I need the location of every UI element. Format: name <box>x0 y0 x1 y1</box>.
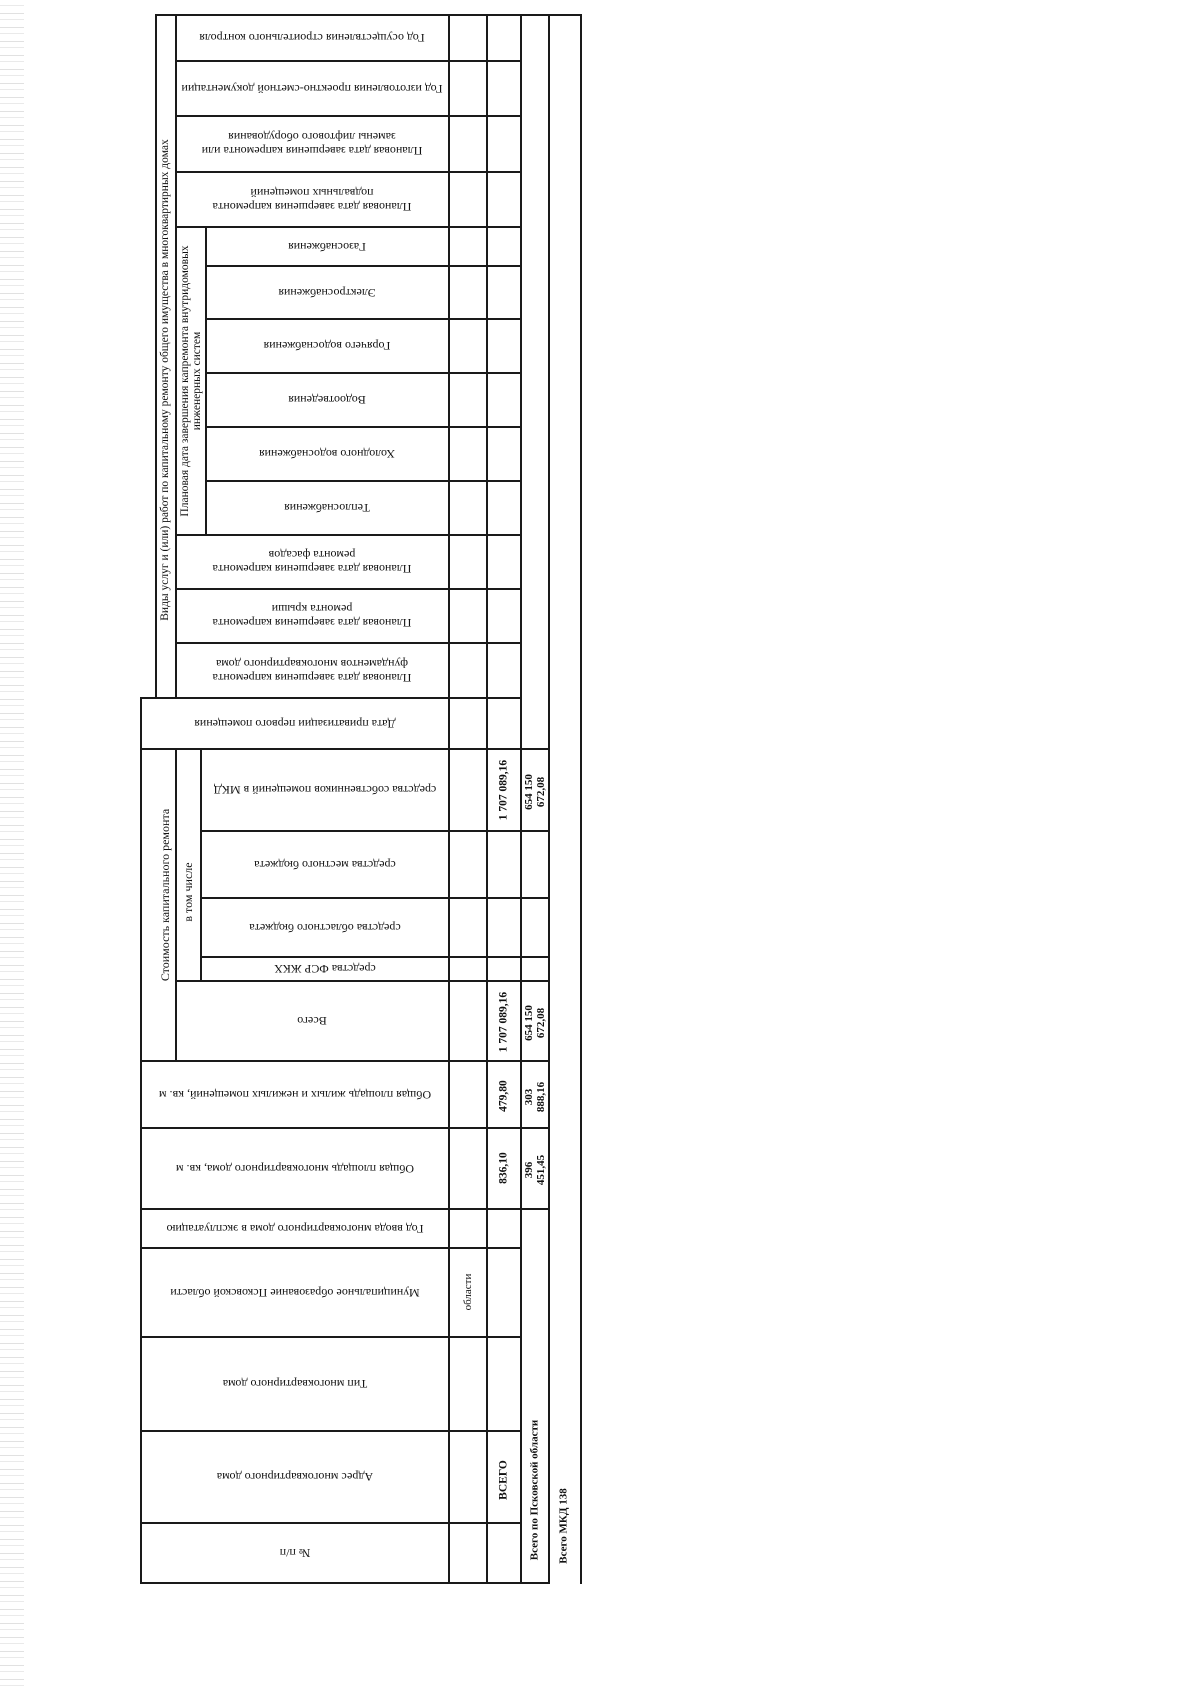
services-group-header <box>155 80 175 680</box>
col-label: Плановая дата завершения капремонта ремонта фасадов <box>212 548 412 576</box>
cell-value <box>523 1082 547 1112</box>
col-year-control <box>177 16 447 60</box>
col-label: Холодного водоснабжения <box>259 447 395 461</box>
cell-value: 1 707 089,16 <box>497 759 510 821</box>
col-label: Адрес многоквартирного дома <box>216 1470 373 1484</box>
cell-value <box>523 1155 547 1185</box>
rule <box>448 14 450 1584</box>
col-lift <box>177 117 447 171</box>
col-label: Газоснабжения <box>288 239 366 254</box>
row-region-living-area <box>522 1070 548 1124</box>
col-label: № п/п <box>279 1546 310 1560</box>
col-house-area <box>142 1129 447 1208</box>
scan-edge <box>0 0 24 1686</box>
cell-line: 654 150 <box>523 1005 535 1041</box>
col-heat <box>207 482 447 534</box>
subrow-municipality <box>450 1262 486 1322</box>
col-label: Теплоснабжения <box>284 501 370 515</box>
col-label: Горячего водоснабжения <box>263 339 391 353</box>
col-regional-budget <box>202 899 447 956</box>
col-fund <box>202 958 447 980</box>
col-electric <box>207 267 447 318</box>
row-vsego-living-area <box>488 1068 520 1124</box>
col-living-area <box>142 1062 447 1127</box>
cell-line: 451,45 <box>535 1154 547 1186</box>
rule <box>548 14 550 1584</box>
col-hot-water <box>207 320 447 372</box>
cost-group-text: Стоимость капитального ремонта <box>158 808 172 982</box>
incl-header <box>175 832 200 952</box>
col-address <box>142 1432 447 1522</box>
cell-line: 672,08 <box>535 1007 547 1039</box>
col-label: Год изготовления проектно-сметной документации <box>181 81 443 96</box>
cell-value: 836,10 <box>497 1152 510 1184</box>
col-label: средства собственников помещений в МКД <box>213 783 436 797</box>
col-label: Общая площадь многоквартирного дома, кв. м <box>175 1161 414 1176</box>
row-mkd-label <box>550 1470 578 1582</box>
cell-line: 396 <box>523 1161 535 1179</box>
cell-value: 1 707 089,16 <box>497 991 510 1053</box>
col-label: Плановая дата завершения капремонта ремонта крыши <box>212 602 412 630</box>
cell-line: 303 <box>523 1088 535 1106</box>
col-label: Электроснабжения <box>278 285 376 300</box>
cell-line: 888,16 <box>535 1081 547 1113</box>
col-label: Водоотведения <box>288 393 366 407</box>
row-vsego-house-area <box>488 1136 520 1200</box>
col-total <box>177 982 447 1060</box>
col-facade <box>177 536 447 588</box>
col-label: Плановая дата завершения капремонта подвальных помещений <box>212 185 412 214</box>
cell-value: 479,80 <box>497 1080 510 1112</box>
col-municipality <box>142 1249 447 1336</box>
row-vsego-label <box>488 1440 520 1520</box>
col-cold-water <box>207 428 447 480</box>
col-label: средства ФСР ЖКХ <box>273 962 376 976</box>
row-region-house-area <box>522 1140 548 1200</box>
incl-text: в том числе <box>180 862 195 922</box>
col-owners-funds <box>202 750 447 830</box>
subrow-text: области <box>462 1273 474 1311</box>
col-label: Плановая дата завершения капремонта фундаментов многоквартирного дома <box>212 656 412 685</box>
systems-group-header <box>176 228 205 533</box>
col-local-budget <box>202 832 447 897</box>
cell-line: 672,08 <box>535 776 547 808</box>
col-year-built <box>142 1210 447 1247</box>
col-drainage <box>207 374 447 426</box>
row-region-owners-funds <box>522 758 548 826</box>
row-region-label <box>522 1400 548 1580</box>
cell-line: 654 150 <box>523 774 535 810</box>
row-label: Всего МКД 138 <box>557 1488 570 1564</box>
col-label: Год ввода многоквартирного дома в эксплуатацию <box>165 1221 424 1236</box>
col-label: Плановая дата завершения капремонта или замены лифтового оборудования <box>201 130 423 158</box>
col-foundation <box>177 644 447 697</box>
col-label: Общая площадь жилых и нежилых помещений, кв. м <box>158 1087 431 1102</box>
systems-group-text: Плановая дата завершения капремонта внутридомовых инженерных систем <box>178 244 203 517</box>
col-label: Всего <box>297 1014 327 1028</box>
col-gas <box>207 228 447 265</box>
rule <box>580 14 582 1584</box>
col-roof <box>177 590 447 642</box>
row-label: ВСЕГО <box>497 1460 510 1500</box>
col-label: Муниципальное образование Псковской области <box>169 1285 420 1300</box>
col-label: Тип многоквартирного дома <box>222 1377 367 1391</box>
col-label: Дата приватизации первого помещения <box>193 716 396 731</box>
col-label: средства областного бюджета <box>248 920 401 935</box>
col-year-design <box>177 62 447 115</box>
col-house-type <box>142 1338 447 1430</box>
col-label: Год осуществления строительного контроля <box>199 31 425 45</box>
cost-group-header <box>155 750 175 1040</box>
cell-value <box>523 774 547 810</box>
col-basement <box>177 173 447 226</box>
row-vsego-owners-funds <box>488 752 520 828</box>
cell-value <box>523 1005 547 1041</box>
col-no <box>142 1524 447 1582</box>
col-label: средства местного бюджета <box>253 857 396 872</box>
row-label: Всего по Псковской области <box>528 1419 541 1561</box>
row-region-total <box>522 990 548 1056</box>
col-privatization <box>142 699 447 748</box>
services-group-text: Виды услуг и (или) работ по капитальному ремонту общего имущества в многоквартирных домах <box>159 139 171 621</box>
row-vsego-total <box>488 984 520 1060</box>
